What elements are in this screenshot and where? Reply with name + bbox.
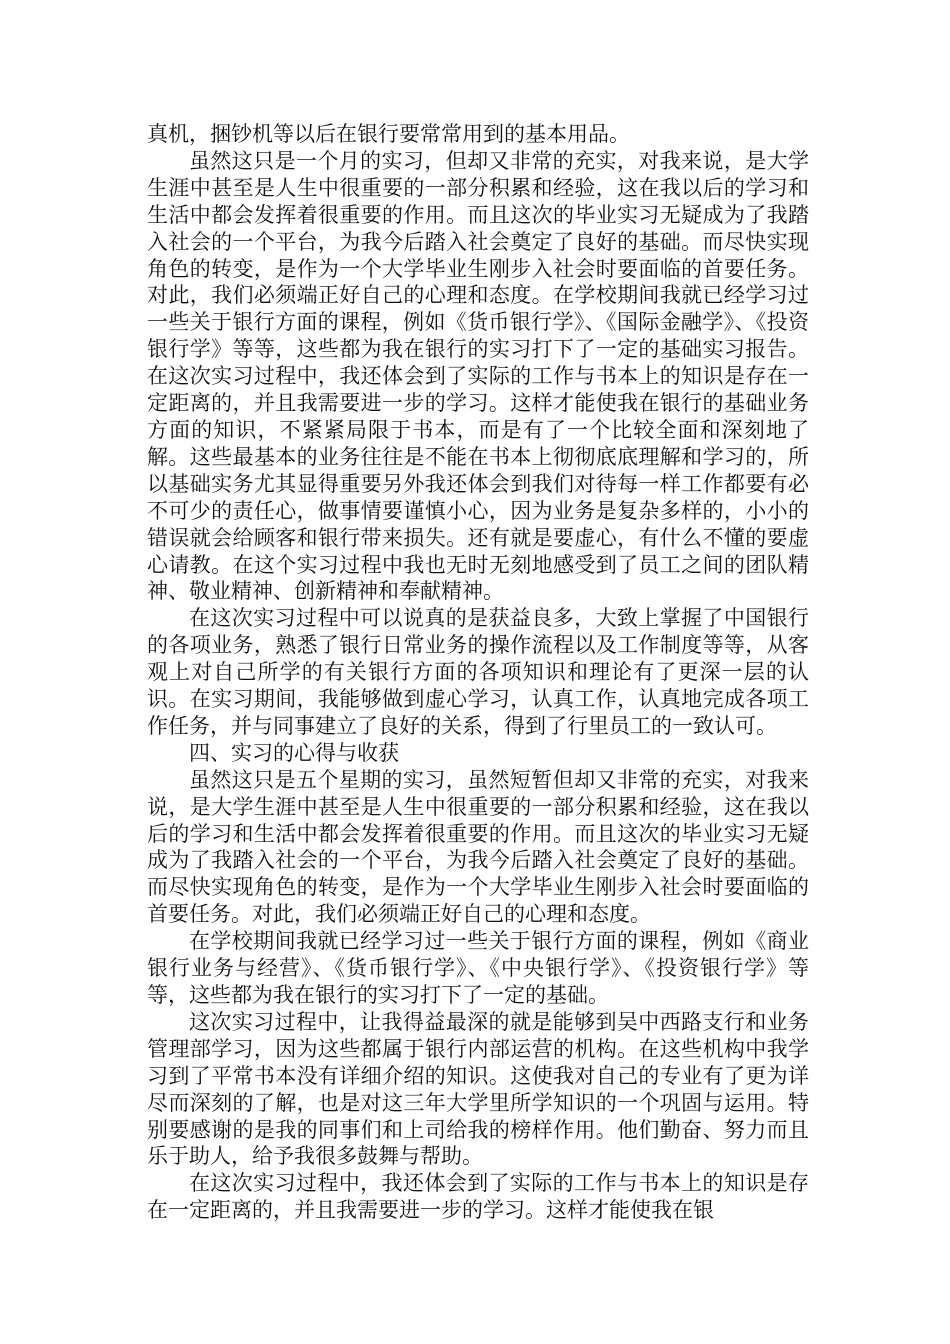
paragraph-continuation: 真机，捆钞机等以后在银行要常常用到的基本用品。	[147, 122, 630, 146]
document-body	[147, 121, 809, 1224]
paragraph-gains: 在这次实习过程中可以说真的是获益良多，大致上掌握了中国银行的各项业务，熟悉了银行日常业务的操作流程以及工作制度等等，从客观上对自己所学的有关银行方面的各项知识和理论有了更深一层的认识。在实习期间，我能够做到虚心学习，认真工作，认真地完成各项工作任务，并与同事建立了良好的关系，得到了行里员工的一致认可。	[147, 606, 809, 738]
section-heading: 四、实习的心得与收获	[189, 740, 399, 765]
paragraph-practice-vs-books: 在这次实习过程中，我还体会到了实际的工作与书本上的知识是存在一定距离的，并且我需要进一步的学习。这样才能使我在银	[147, 1171, 809, 1223]
paragraph-branch-learning: 这次实习过程中，让我得益最深的就是能够到吴中西路支行和业务管理部学习，因为这些都属于银行内部运营的机构。在这些机构中我学习到了平常书本没有详细介绍的知识。这使我对自己的专业有了更为详尽而深刻的了解，也是对这三年大学里所学知识的一个巩固与运用。特别要感谢的是我的同事们和上司给我的榜样作用。他们勤奋、努力而且乐于助人，给予我很多鼓舞与帮助。	[147, 1009, 809, 1169]
paragraph-five-weeks: 虽然这只是五个星期的实习，虽然短暂但却又非常的充实，对我来说，是大学生涯中甚至是人生中很重要的一部分积累和经验，这在我以后的学习和生活中都会发挥着很重要的作用。而且这次的毕业实习无疑成为了我踏入社会的一个平台，为我今后踏入社会奠定了良好的基础。而尽快实现角色的转变，是作为一个大学毕业生刚步入社会时要面临的首要任务。对此，我们必须端正好自己的心理和态度。	[147, 767, 809, 927]
paragraph-courses: 在学校期间我就已经学习过一些关于银行方面的课程，例如《商业银行业务与经营》、《货币银行学》、《中央银行学》、《投资银行学》等等，这些都为我在银行的实习打下了一定的基础。	[147, 929, 809, 1007]
paragraph-internship-value: 虽然这只是一个月的实习，但却又非常的充实，对我来说，是大学生涯中甚至是人生中很重要的一部分积累和经验，这在我以后的学习和生活中都会发挥着很重要的作用。而且这次的毕业实习无疑成为了我踏入社会的一个平台，为我今后踏入社会奠定了良好的基础。而尽快实现角色的转变，是作为一个大学毕业生刚步入社会时要面临的首要任务。对此，我们必须端正好自己的心理和态度。在学校期间我就已经学习过一些关于银行方面的课程，例如《货币银行学》、《国际金融学》、《投资银行学》等等，这些都为我在银行的实习打下了一定的基础实习报告。在这次实习过程中，我还体会到了实际的工作与书本上的知识是存在一定距离的，并且我需要进一步的学习。这样才能使我在银行的基础业务方面的知识，不紧紧局限于书本，而是有了一个比较全面和深刻地了解。这些最基本的业务往往是不能在书本上彻彻底底理解和学习的，所以基础实务尤其显得重要另外我还体会到我们对待每一样工作都要有必不可少的责任心，做事情要谨慎小心，因为业务是复杂多样的，小小的错误就会给顾客和银行带来损失。还有就是要虚心，有什么不懂的要虚心请教。在这个实习过程中我也无时无刻地感受到了员工之间的团队精神、敬业精神、创新精神和奉献精神。	[147, 148, 809, 604]
